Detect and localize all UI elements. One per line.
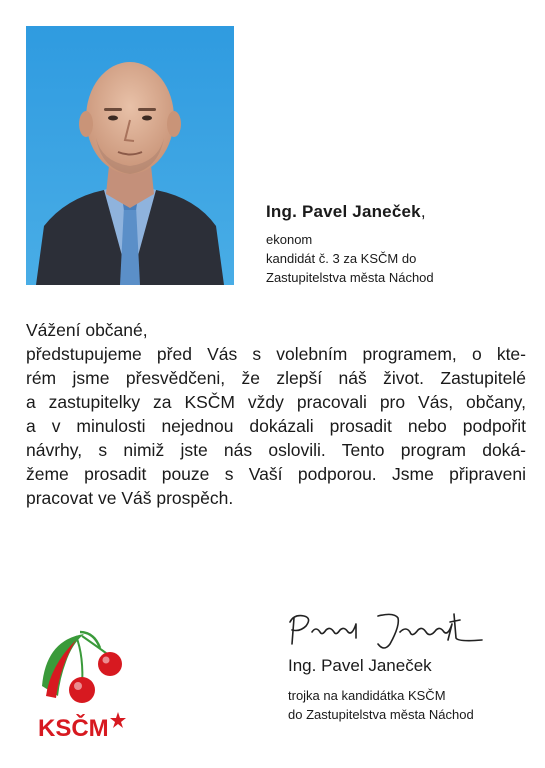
letter-greeting: Vážení občané, (26, 320, 148, 340)
portrait-image (26, 26, 234, 285)
candidacy-line-1: kandidát č. 3 za KSČM do (266, 251, 417, 266)
letter-body (26, 318, 526, 510)
letter-line: a zastupitelky za KSČM vždy pracovali pro Vás, občany, (26, 392, 526, 412)
candidacy-line-2: Zastupitelstva města Náchod (266, 270, 434, 285)
letter-line: předstupujeme před Vás s volebním programem, o kte- (26, 344, 526, 364)
sign-off (288, 656, 528, 724)
candidate-name: Ing. Pavel Janeček (266, 202, 421, 221)
candidate-occupation: ekonom (266, 232, 313, 247)
signature-icon (282, 604, 492, 654)
candidate-info (266, 202, 526, 287)
letter-line: rém jsme přesvědčeni, že zlepší náš život. Zastupitelé (26, 368, 526, 388)
sign-off-name: Ing. Pavel Janeček (288, 656, 432, 675)
letter-line: návrhy, s nimiž jste nás oslovili. Tento program doká- (26, 440, 526, 460)
letter-line: žeme prosadit pouze s Vaší podporou. Jsme připraveni (26, 464, 526, 484)
candidate-name-suffix: , (420, 202, 426, 221)
logo-text: KSČM (38, 715, 109, 740)
candidate-photo (26, 26, 234, 285)
letter-line: a v minulosti nejednou dokázali prosadit nebo podpořit (26, 416, 526, 436)
sign-off-line-1: trojka na kandidátka KSČM (288, 688, 446, 703)
candidate-name-line (266, 202, 526, 222)
letter-line: pracovat ve Váš prospěch. (26, 488, 234, 508)
sign-off-line-2: do Zastupitelstva města Náchod (288, 707, 474, 722)
cherries-logo-icon (36, 626, 128, 740)
